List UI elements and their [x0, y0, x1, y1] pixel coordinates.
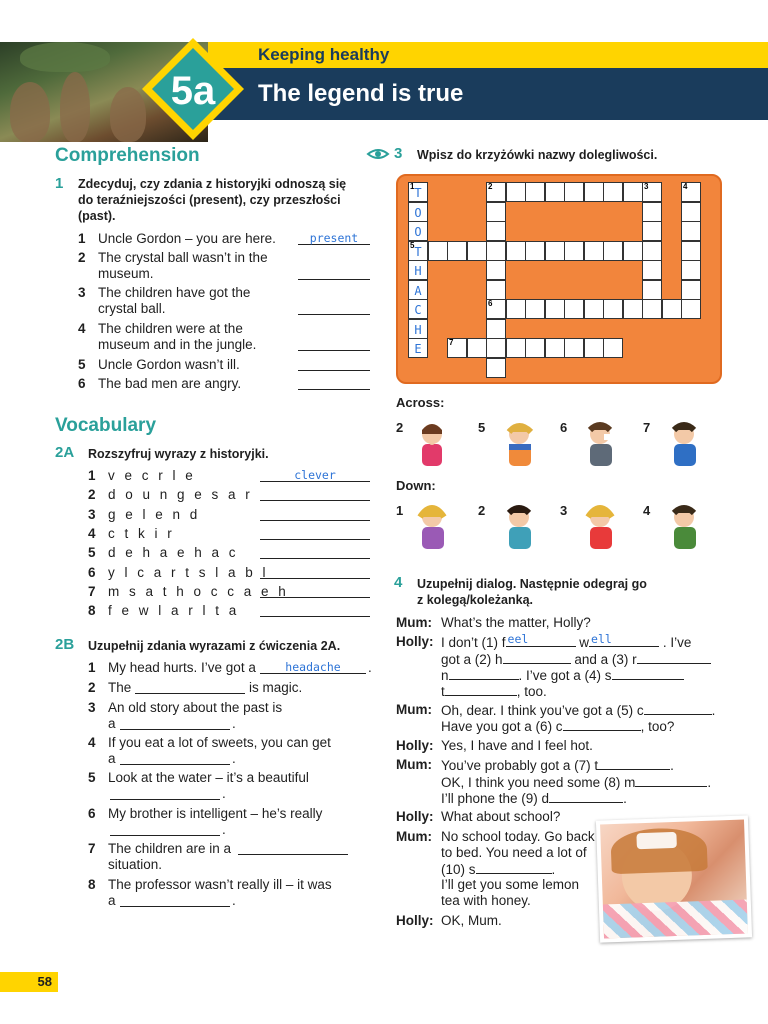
answer-field[interactable] — [260, 603, 370, 617]
crossword-letter: T — [414, 186, 422, 200]
crossword-cell[interactable] — [506, 338, 526, 358]
clue-number: 6 — [560, 420, 568, 435]
answer-field[interactable] — [298, 357, 370, 371]
exercise-1-number: 1 — [55, 175, 64, 192]
answer-field[interactable] — [612, 666, 684, 680]
answer-field[interactable]: clever — [260, 468, 370, 482]
answer-field[interactable] — [298, 376, 370, 390]
dialogue-line: I don’t (1) f eel w ell . I’ve — [441, 632, 692, 650]
crossword-cell[interactable] — [525, 299, 545, 319]
crossword-cell[interactable] — [662, 299, 682, 319]
sentence-end: is magic. — [249, 680, 303, 695]
crossword-letter: O — [414, 225, 422, 239]
crossword-cell[interactable] — [642, 299, 662, 319]
sentence-8: 8 The professor wasn’t really ill – it was a — [88, 877, 332, 908]
crossword-cell[interactable] — [486, 358, 506, 378]
crossword-cell[interactable] — [467, 241, 487, 261]
dialogue-line: tea with honey. — [441, 893, 531, 908]
list-item: 3 g e l e n d — [88, 506, 201, 522]
crossword-letter: T — [414, 244, 422, 259]
list-item: 6 The bad men are angry. — [78, 376, 242, 391]
dialogue-line: You’ve probably got a (7) t . — [441, 758, 674, 773]
crossword-cell[interactable] — [506, 241, 526, 261]
crossword-cell[interactable] — [486, 182, 506, 202]
exercise-1-instruction: Zdecyduj, czy zdania z historyjki odnoszą się do teraźniejszości (present), czy przeszłości (past). — [78, 177, 347, 223]
clue-number: 7 — [449, 338, 454, 347]
crossword-cell[interactable] — [447, 338, 467, 358]
list-item: 3 The children have got the crystal ball. — [78, 285, 251, 316]
crossword-cell[interactable] — [408, 182, 428, 202]
kid-cold-icon — [662, 503, 710, 553]
crossword-cell[interactable] — [642, 260, 662, 280]
speaker-label: Mum: — [396, 702, 432, 717]
crossword-letter: H — [414, 322, 422, 337]
answer-field[interactable] — [298, 266, 370, 280]
answer-field[interactable]: eel — [506, 633, 576, 647]
answer-field[interactable] — [120, 716, 230, 730]
sentence-1: 1 My head hurts. I’ve got a — [88, 660, 256, 675]
answer-field[interactable] — [449, 666, 519, 680]
crossword-cell[interactable] — [486, 280, 506, 300]
crossword-cell[interactable] — [408, 299, 428, 319]
answer-field[interactable] — [120, 893, 230, 907]
sentence-4: 4 If you eat a lot of sweets, you can get a — [88, 735, 331, 766]
speaker-label: Mum: — [396, 757, 432, 772]
crossword-cell[interactable] — [525, 338, 545, 358]
crossword-cell[interactable] — [408, 338, 428, 358]
answer-field[interactable] — [637, 650, 711, 664]
list-item: 1 v e c r l e — [88, 468, 196, 483]
dialogue-line: got a (2) h and a (3) r — [441, 650, 711, 668]
crossword-cell[interactable] — [506, 299, 526, 319]
crossword-cell[interactable] — [408, 280, 428, 300]
answer-field[interactable] — [635, 773, 707, 787]
crossword-cell[interactable] — [408, 319, 428, 339]
answer-field[interactable] — [503, 650, 571, 664]
crossword-letter: H — [414, 264, 422, 278]
speaker-label: Mum: — [396, 829, 432, 844]
across-label: Across: — [396, 395, 445, 410]
dialogue-line: to bed. You need a lot of — [441, 845, 587, 860]
crossword-cell[interactable] — [408, 241, 428, 261]
lesson-subtitle: Keeping healthy — [258, 45, 390, 64]
sentence-end: . — [232, 751, 236, 766]
dialogue-line: What about school? — [441, 809, 561, 824]
list-item: 6 y l c a r t s l a b l — [88, 564, 269, 580]
answer-field[interactable] — [120, 751, 230, 765]
crossword-cell[interactable] — [584, 182, 604, 202]
crossword-cell[interactable] — [545, 182, 565, 202]
clue-number: 3 — [644, 182, 649, 191]
crossword-letter: O — [414, 205, 422, 220]
crossword-cell[interactable] — [681, 221, 701, 241]
clue-number: 3 — [560, 503, 568, 518]
sentence-end: . — [368, 660, 372, 675]
clue-number: 5 — [478, 420, 486, 435]
crossword-grid — [396, 174, 722, 384]
dialogue-line: (10) s . — [441, 862, 556, 877]
dialogue-line: What’s the matter, Holly? — [441, 615, 591, 630]
list-item: 5 d e h a e h a c — [88, 545, 239, 561]
crossword-cell[interactable] — [486, 260, 506, 280]
crossword-cell[interactable] — [603, 338, 623, 358]
crossword-cell[interactable] — [623, 299, 643, 319]
answer-field[interactable] — [298, 337, 370, 351]
crossword-cell[interactable] — [564, 182, 584, 202]
answer-field[interactable] — [110, 822, 220, 836]
crossword-cell[interactable] — [681, 299, 701, 319]
answer-field[interactable] — [110, 786, 220, 800]
page-number: 58 — [0, 972, 58, 992]
clue-number: 4 — [683, 182, 688, 191]
sentence-end: . — [232, 893, 236, 908]
crossword-cell[interactable] — [681, 260, 701, 280]
comprehension-heading: Comprehension — [55, 145, 200, 166]
answer-field[interactable] — [549, 789, 623, 803]
speaker-label: Mum: — [396, 615, 432, 630]
exercise-2a-number: 2A — [55, 444, 75, 461]
crossword-cell[interactable] — [681, 182, 701, 202]
crossword-cell[interactable] — [603, 299, 623, 319]
dialogue-line: I’ll phone the (9) d . — [441, 791, 627, 806]
dialogue-line: Yes, I have and I feel hot. — [441, 738, 593, 753]
crossword-cell[interactable] — [681, 241, 701, 261]
dialogue-line: Oh, dear. I think you’ve got a (5) c . — [441, 703, 716, 718]
dialogue-line: t , too. — [441, 684, 547, 699]
crossword-cell[interactable] — [447, 241, 467, 261]
kid-toothache-icon — [410, 503, 458, 553]
crossword-cell[interactable] — [603, 241, 623, 261]
crossword-cell[interactable] — [486, 338, 506, 358]
dialogue-line: No school today. Go back — [441, 829, 595, 844]
vocabulary-heading: Vocabulary — [55, 415, 157, 436]
answer-field[interactable] — [598, 756, 670, 770]
sentence-5: 5 Look at the water – it’s a beautiful — [88, 770, 309, 785]
dialogue-line: I’ll get you some lemon — [441, 877, 580, 892]
crossword-cell[interactable] — [525, 241, 545, 261]
list-item: 2 The crystal ball wasn’t in the museum. — [78, 250, 268, 281]
crossword-cell[interactable] — [408, 260, 428, 280]
sentence-2: 2 The — [88, 680, 132, 695]
sentence-7: 7 The children are in a situation. — [88, 841, 232, 872]
clue-number: 5 — [410, 240, 415, 250]
sentence-end: . — [222, 822, 226, 837]
speaker-label: Holly: — [396, 809, 434, 824]
crossword-cell[interactable] — [564, 241, 584, 261]
crossword-cell[interactable] — [603, 182, 623, 202]
crossword-cell[interactable] — [642, 221, 662, 241]
list-item: 5 Uncle Gordon wasn’t ill. — [78, 357, 240, 372]
exercise-4-instruction: Uzupełnij dialog. Następnie odegraj go z kolegą/koleżanką. — [417, 577, 647, 607]
exercise-2b-number: 2B — [55, 636, 75, 653]
answer-field[interactable] — [260, 487, 370, 501]
exercise-3-instruction: Wpisz do krzyżówki nazwy dolegliwości. — [417, 148, 658, 162]
kid-cough-icon — [578, 503, 626, 553]
crossword-letter: E — [414, 342, 422, 356]
crossword-cell[interactable] — [525, 182, 545, 202]
answer-field[interactable] — [260, 507, 370, 521]
crossword-cell[interactable] — [642, 241, 662, 261]
down-label: Down: — [396, 478, 436, 493]
exercise-3-number: 3 — [394, 145, 403, 162]
answer-field[interactable] — [445, 682, 517, 696]
crossword-cell[interactable] — [545, 241, 565, 261]
sentence-end: . — [232, 716, 236, 731]
crossword-cell[interactable] — [408, 221, 428, 241]
crossword-cell[interactable] — [486, 299, 506, 319]
crossword-cell[interactable] — [623, 241, 643, 261]
crossword-cell[interactable] — [428, 241, 448, 261]
answer-field[interactable] — [260, 584, 370, 598]
clue-number: 1 — [396, 503, 404, 518]
crossword-cell[interactable] — [584, 338, 604, 358]
speaker-label: Holly: — [396, 913, 434, 928]
answer-field[interactable] — [476, 860, 552, 874]
exercise-2a-instruction: Rozszyfruj wyrazy z historyjki. — [88, 447, 269, 461]
crossword-cell[interactable] — [408, 202, 428, 222]
answer-field[interactable]: present — [298, 231, 370, 245]
clue-number: 2 — [488, 182, 493, 191]
crossword-cell[interactable] — [642, 280, 662, 300]
kid-headache-icon — [497, 503, 545, 553]
answer-field[interactable] — [260, 545, 370, 559]
crossword-letter: A — [414, 283, 422, 298]
answer-field[interactable] — [260, 526, 370, 540]
crossword-cell[interactable] — [467, 338, 487, 358]
crossword-cell[interactable] — [564, 299, 584, 319]
crossword-cell[interactable] — [681, 202, 701, 222]
eye-icon — [366, 146, 390, 162]
kid-runny-nose-icon — [578, 420, 626, 470]
answer-field[interactable]: ell — [589, 633, 659, 647]
list-item: 8 f e w l a r l t a — [88, 603, 240, 619]
dialogue-line: n . I’ve got a (4) s — [441, 666, 684, 684]
crossword-cell[interactable] — [564, 338, 584, 358]
kid-sore-throat-icon — [410, 420, 458, 470]
answer-field[interactable] — [238, 841, 348, 855]
clue-number: 7 — [643, 420, 651, 435]
crossword-cell[interactable] — [642, 182, 662, 202]
crossword-cell[interactable] — [486, 202, 506, 222]
answer-field[interactable] — [260, 565, 370, 579]
lesson-title: The legend is true — [258, 80, 464, 107]
crossword-cell[interactable] — [623, 182, 643, 202]
answer-field[interactable] — [563, 717, 641, 731]
answer-field[interactable] — [644, 701, 712, 715]
crossword-cell[interactable] — [584, 299, 604, 319]
clue-number: 1 — [410, 182, 415, 191]
crossword-cell[interactable] — [642, 202, 662, 222]
dialogue-line: OK, Mum. — [441, 913, 502, 928]
exercise-2b-instruction: Uzupełnij zdania wyrazami z ćwiczenia 2A. — [88, 639, 341, 653]
unit-badge — [140, 36, 246, 142]
list-item: 2 d o u n g e s a r — [88, 487, 253, 503]
list-item: 4 c t k i r — [88, 525, 175, 541]
sick-girl-photo — [596, 815, 752, 942]
exercise-4-number: 4 — [394, 574, 403, 591]
crossword-cell[interactable] — [486, 319, 506, 339]
clue-number: 4 — [643, 503, 651, 518]
answer-field[interactable] — [135, 680, 245, 694]
list-item: 4 The children were at the museum and in the jungle. — [78, 321, 257, 352]
crossword-cell[interactable] — [486, 241, 506, 261]
crossword-cell[interactable] — [545, 338, 565, 358]
kid-stomach-ache-icon — [497, 420, 545, 470]
speaker-label: Holly: — [396, 738, 434, 753]
kid-earache-icon — [662, 420, 710, 470]
answer-field[interactable]: headache — [260, 660, 366, 674]
dialogue-line: Have you got a (6) c , too? — [441, 719, 675, 734]
clue-number: 6 — [488, 299, 493, 308]
crossword-cell[interactable] — [681, 280, 701, 300]
crossword-cell[interactable] — [545, 299, 565, 319]
clue-number: 2 — [396, 420, 404, 435]
unit-number: 5a — [170, 69, 216, 113]
sentence-end: . — [222, 786, 226, 801]
crossword-letter: C — [414, 303, 422, 317]
sentence-3: 3 An old story about the past is a — [88, 700, 283, 731]
speaker-label: Holly: — [396, 634, 434, 649]
answer-field[interactable] — [298, 301, 370, 315]
list-item: 7 m s a t h o c c a e h — [88, 583, 289, 599]
crossword-cell[interactable] — [506, 182, 526, 202]
dialogue-line: OK, I think you need some (8) m . — [441, 775, 712, 790]
crossword-cell[interactable] — [486, 221, 506, 241]
list-item: 1 Uncle Gordon – you are here. — [78, 231, 276, 246]
sentence-6: 6 My brother is intelligent – he’s really — [88, 806, 323, 821]
crossword-cell[interactable] — [584, 241, 604, 261]
clue-number: 2 — [478, 503, 486, 518]
